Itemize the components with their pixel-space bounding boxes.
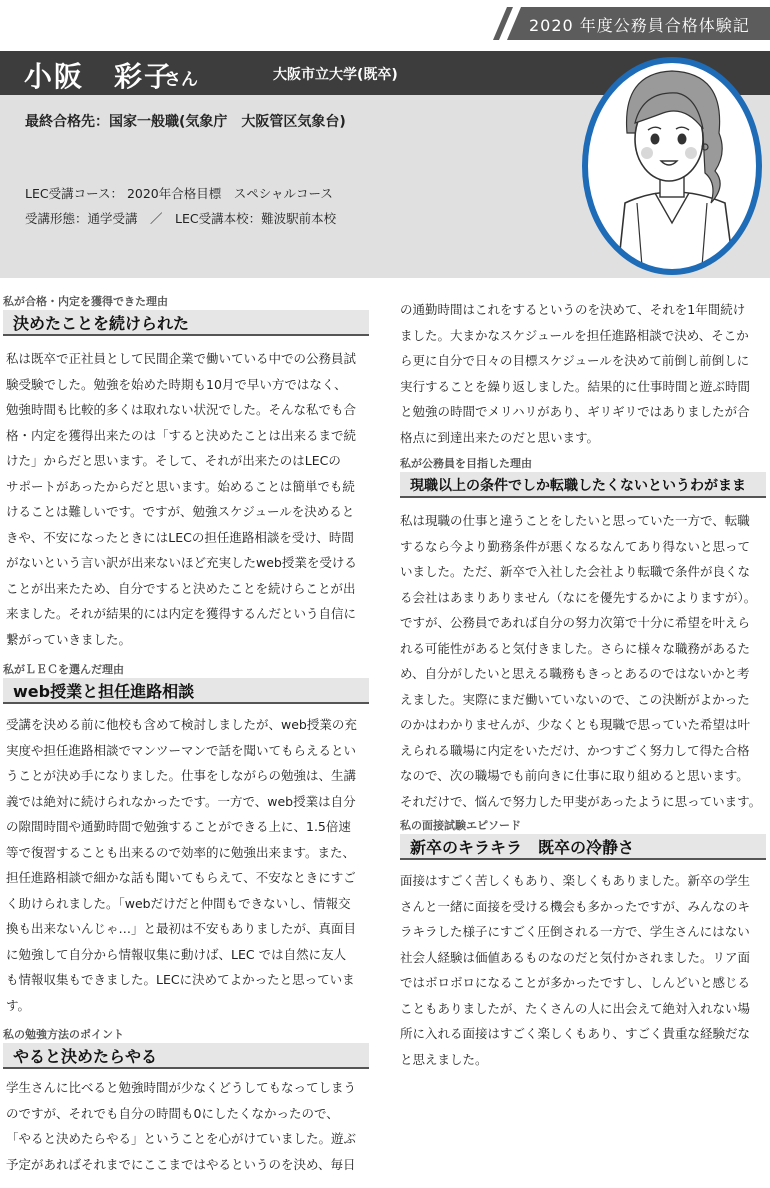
paragraph-line: す。 xyxy=(6,997,31,1013)
paragraph-line: 義では絶対に続けられなかったです。一方で、web授業は自分 xyxy=(6,793,356,809)
woman-portrait-icon xyxy=(577,53,767,279)
paragraph-line: と思えました。 xyxy=(400,1051,488,1067)
section-heading-civil-service-reason xyxy=(400,472,766,498)
paragraph-line: えました。実際にまだ働いていないので、この決断がよかった xyxy=(400,691,750,707)
paragraph-line: ですが、公務員であれば自分の努力次第で十分に希望を叶えら xyxy=(400,615,751,630)
paragraph-line: 換も出来ないんじゃ…」と最初は不安もありましたが、真面目 xyxy=(6,921,357,936)
honorific: さん xyxy=(164,70,198,90)
section-body-civil-service-reason xyxy=(400,508,761,814)
paragraph-line: 格点に到達出来たのだと思います。 xyxy=(400,429,600,445)
paragraph-line: め、自分がしたいと思える職務もきっとあるのではないかと考 xyxy=(400,666,750,681)
paragraph-line: がないという言い訳が出来ないほど充実したweb授業を受ける xyxy=(6,555,357,570)
section-heading-text: 決めたことを続けられた xyxy=(13,314,190,333)
school-name: 大阪市立大学(既卒) xyxy=(273,67,398,83)
paragraph-line: ではボロボロになることが多かったですし、しんどいと感じる xyxy=(400,975,751,990)
section-label-reason-lec: 私がＬＥＣを選んだ理由 xyxy=(3,663,124,676)
paragraph-line: に勉強して自分から情報収集に動けば、LEC では自然に友人 xyxy=(6,946,347,962)
year-tag xyxy=(493,7,770,40)
section-body-study-method xyxy=(6,1075,356,1177)
section-body-interview-episode xyxy=(400,868,750,1072)
section-heading-text: やると決めたらやる xyxy=(13,1047,158,1066)
paragraph-line: するなら今より勤務条件が悪くなるなんてあり得ないと思って xyxy=(400,538,751,554)
paragraph-line: 勉強時間も比較的多くは取れない状況でした。そんな私でも合 xyxy=(6,402,357,417)
paragraph-line: る会社はあまりありません（なにを優先するかによりますが）。 xyxy=(400,589,757,605)
paragraph-line: れる可能性があると気付きました。さらに様々な職務があるた xyxy=(400,640,751,656)
person-name: 小阪 彩子 xyxy=(24,60,175,93)
paragraph-line: なので、次の職場でも前向きに仕事に取り組めると思います。 xyxy=(400,768,749,783)
paragraph-line: の通勤時間はこれをするというのを決めて、それを1年間続け xyxy=(400,302,746,317)
section-heading-text: 現職以上の条件でしか転職したくないというわがまま xyxy=(410,478,746,494)
section-heading-study-method xyxy=(3,1043,369,1069)
paragraph-line: ました。大まかなスケジュールを担任進路相談で決め、そこか xyxy=(400,327,749,343)
paragraph-line: く助けられました。「webだけだと仲間もできないし、情報交 xyxy=(6,895,351,911)
final-pass: 最終合格先：国家一般職(気象庁 大阪管区気象台) xyxy=(25,114,346,130)
year-tag-text: 2020 年度公務員合格体験記 xyxy=(529,16,750,35)
paragraph-line: うことが決め手になりました。仕事をしながらの勉強は、生講 xyxy=(6,768,357,783)
section-label-study-method: 私の勉強方法のポイント xyxy=(3,1028,124,1041)
section-body-study-method-continued xyxy=(400,297,750,450)
paragraph-line: 面接はすごく苦しくもあり、楽しくもありました。新卒の学生 xyxy=(400,873,751,888)
paragraph-line: 社会人経験は価値あるものなのだと気付かされました。リア面 xyxy=(400,949,751,965)
paragraph-line: 学生さんに比べると勉強時間が少なくどうしてもなってしまう xyxy=(6,1080,357,1095)
paragraph-line: と勉強の時間でメリハリがあり、ギリギリではありましたが合 xyxy=(400,404,750,419)
section-body-reason-pass xyxy=(6,346,357,652)
paragraph-line: も情報収集もできました。LECに決めてよかったと思っていま xyxy=(6,972,355,987)
paragraph-line: ラキラした様子にすごく圧倒される一方で、学生さんにはない xyxy=(400,924,750,939)
paragraph-line: のかはわかりませんが、少なくとも現職で思っていた希望は叶 xyxy=(400,717,751,732)
section-label-civil-service-reason: 私が公務員を目指した理由 xyxy=(400,457,532,470)
paragraph-line: けることは難しいです。ですが、勉強スケジュールを決めると xyxy=(6,504,355,519)
paragraph-line: 受講を決める前に他校も含めて検討しましたが、web授業の充 xyxy=(6,717,357,732)
paragraph-line: いました。ただ、新卒で入社した会社より転職で条件が良くな xyxy=(400,564,751,579)
section-heading-reason-pass xyxy=(3,310,369,336)
paragraph-line: きや、不安になったときにはLECの担任進路相談を受け、時間 xyxy=(6,529,354,545)
section-body-reason-lec xyxy=(6,712,357,1018)
section-heading-text: web授業と担任進路相談 xyxy=(13,682,195,701)
section-label-interview-episode: 私の面接試験エピソード xyxy=(400,819,521,832)
avatar xyxy=(577,53,767,279)
paragraph-line: 来ました。それが結果的には内定を獲得するんだという自信に xyxy=(6,606,357,621)
paragraph-line: 等で復習することも出来るので効率的に勉強出来ます。また、 xyxy=(6,844,356,860)
paragraph-line: 格・内定を獲得出来たのは「すると決めたことは出来るまで続 xyxy=(6,427,357,443)
section-label-reason-pass: 私が合格・内定を獲得できた理由 xyxy=(3,295,168,308)
paragraph-line: こともありましたが、たくさんの人に出会えて絶対入れない場 xyxy=(400,1000,751,1016)
paragraph-line: 験受験でした。勉強を始めた時期も10月で早い方ではなく、 xyxy=(6,376,347,392)
attendance-info: 受講形態：通学受講 ／ LEC受講本校：難波駅前本校 xyxy=(25,211,337,226)
paragraph-line: ら更に自分で日々の目標スケジュールを決めて前倒し前倒しに xyxy=(400,353,750,368)
paragraph-line: ことが出来たため、自分ですると決めたことを続けらことが出 xyxy=(6,580,356,596)
paragraph-line: それだけで、悩んで努力した甲斐があったように思っています。 xyxy=(400,793,762,809)
paragraph-line: サポートがあったからだと思います。始めることは簡単でも続 xyxy=(6,478,355,494)
paragraph-line: 所に入れる面接はすごく楽しくもあり、すごく貴重な経験だな xyxy=(400,1026,751,1041)
course-info: LEC受講コース： 2020年合格目標 スペシャルコース xyxy=(25,186,333,201)
paragraph-line: けた」からだと思います。そして、それが出来たのはLECの xyxy=(6,453,341,468)
paragraph-line: さんと一緒に面接を受ける機会も多かったですが、みんなのキ xyxy=(400,898,751,914)
paragraph-line: 担任進路相談で細かな話も聞いてもらえて、不安なときにすご xyxy=(6,870,356,885)
paragraph-line: えられる職場に内定をいただけ、かつすごく努力して得た合格 xyxy=(400,742,750,758)
paragraph-line: 「やると決めたらやる」ということを心がけていました。遊ぶ xyxy=(6,1131,357,1146)
section-heading-reason-lec xyxy=(3,678,369,704)
paragraph-line: 実度や担任進路相談でマンツーマンで話を聞いてもらえるとい xyxy=(6,742,357,758)
paragraph-line: 私は既卒で正社員として民間企業で働いている中での公務員試 xyxy=(6,351,357,366)
section-heading-text: 新卒のキラキラ 既卒の冷静さ xyxy=(410,838,635,857)
paragraph-line: の隙間時間や通勤時間で勉強することができる上に、1.5倍速 xyxy=(6,819,351,834)
paragraph-line: 実行することを繰り返しました。結果的に仕事時間と遊ぶ時間 xyxy=(400,378,751,394)
section-heading-interview-episode xyxy=(400,834,766,860)
paragraph-line: 繋がっていきました。 xyxy=(6,631,132,647)
paragraph-line: 私は現職の仕事と違うことをしたいと思っていた一方で、転職 xyxy=(400,513,750,528)
paragraph-line: のですが、それでも自分の時間も0にしたくなかったので、 xyxy=(6,1105,339,1121)
paragraph-line: 予定があればそれまでにここまではやるというのを決め、毎日 xyxy=(6,1156,356,1172)
